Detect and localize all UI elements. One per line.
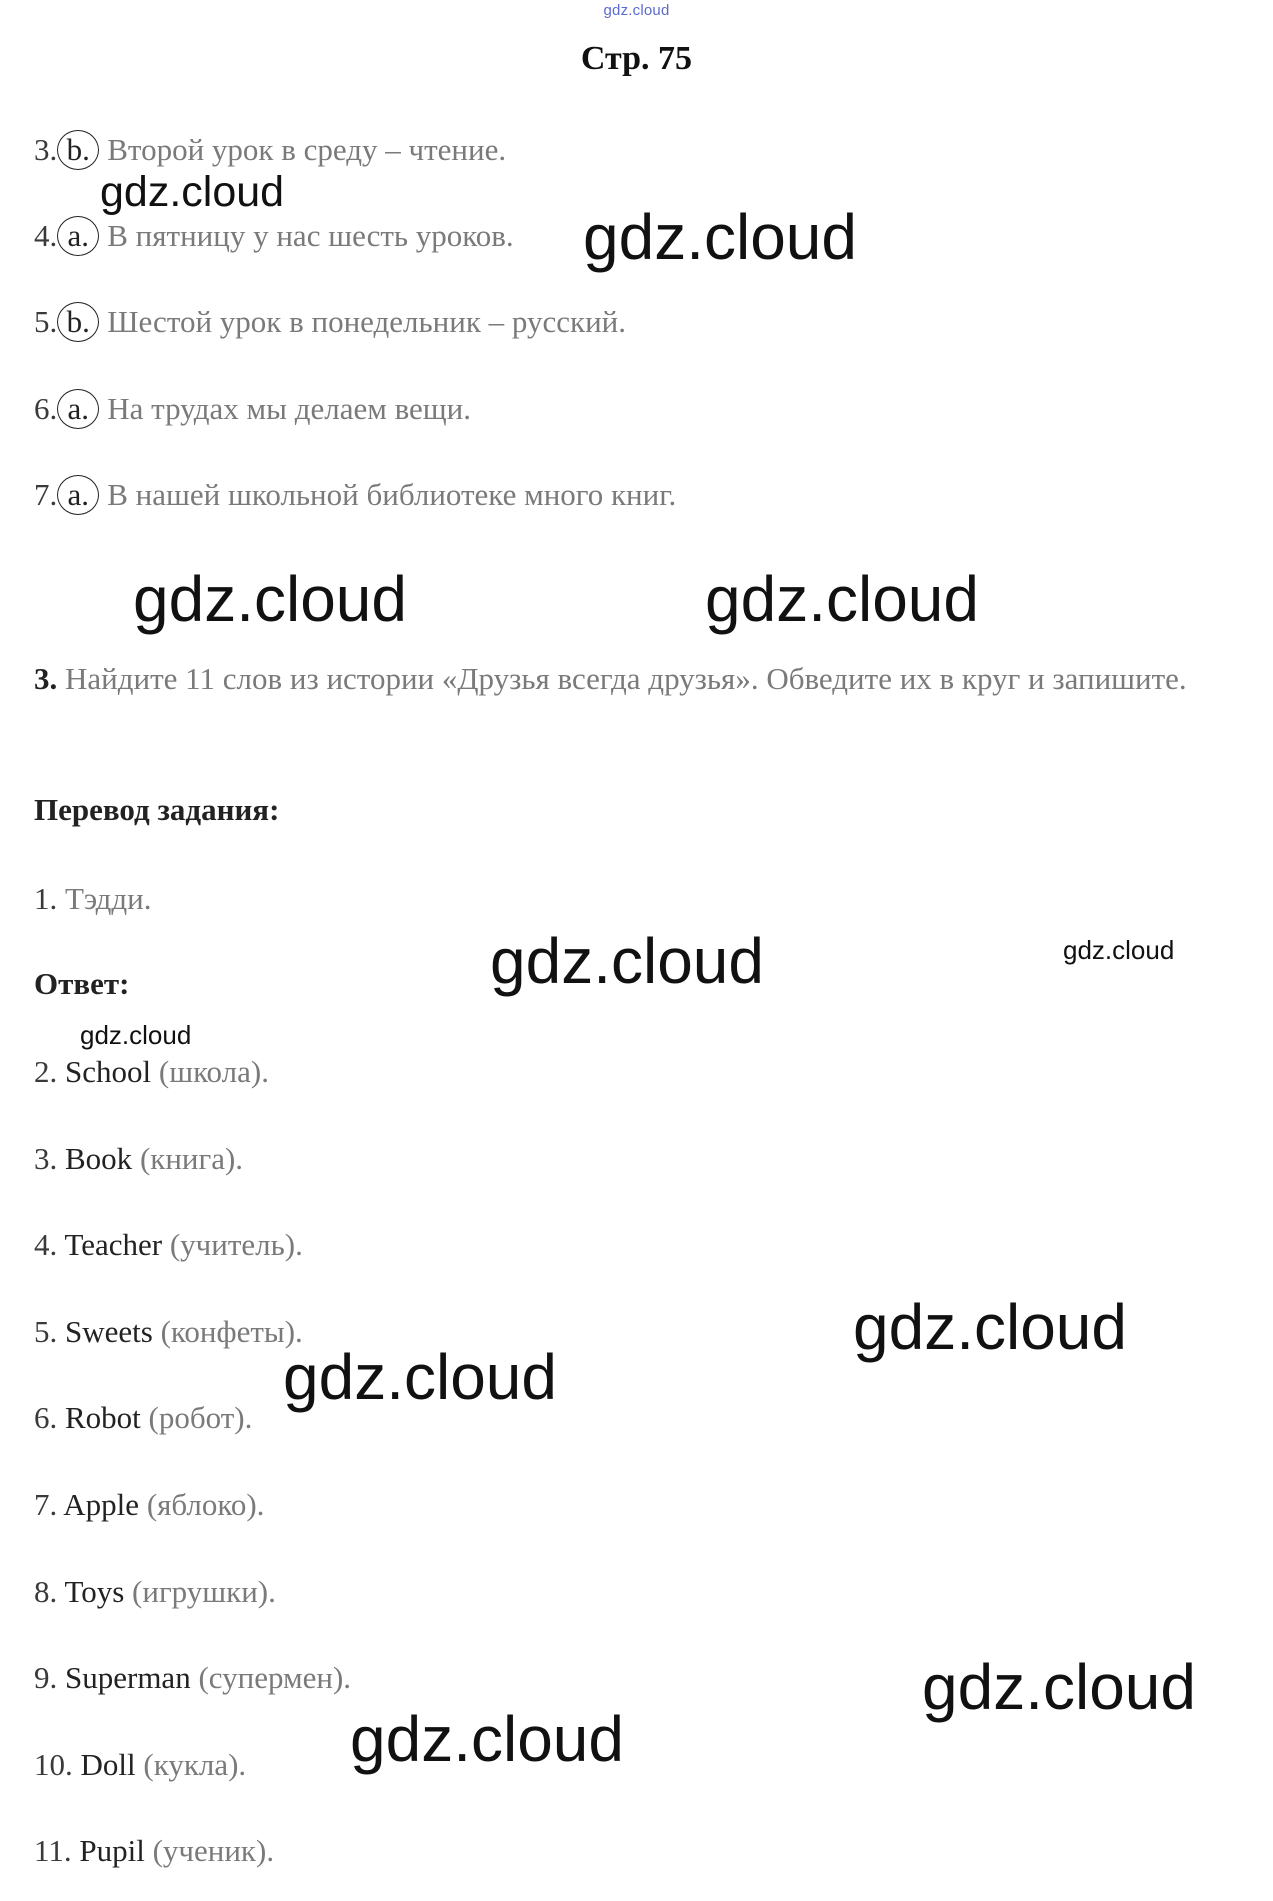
word-number: 4. bbox=[34, 1227, 58, 1262]
answer-line-6 bbox=[34, 389, 471, 432]
watermark: gdz.cloud bbox=[490, 925, 764, 997]
word-english: Superman bbox=[65, 1660, 191, 1695]
word-number: 2. bbox=[34, 1054, 58, 1089]
word-russian: (супермен). bbox=[198, 1660, 352, 1695]
answer-word-2 bbox=[34, 1052, 269, 1092]
word-english: Sweets bbox=[65, 1314, 153, 1349]
watermark: gdz.cloud bbox=[283, 1341, 557, 1413]
watermark: gdz.cloud bbox=[922, 1651, 1196, 1723]
answer-number: 7. bbox=[34, 477, 58, 512]
answer-number: 3. bbox=[34, 132, 58, 167]
word-number: 6. bbox=[34, 1400, 58, 1435]
word-russian: (робот). bbox=[148, 1400, 253, 1435]
answer-heading: Ответ: bbox=[34, 966, 130, 1001]
answer-line-5 bbox=[34, 302, 626, 345]
answer-word-6 bbox=[34, 1398, 252, 1438]
item-text: Тэдди. bbox=[65, 881, 152, 916]
answer-line-7 bbox=[34, 475, 676, 518]
answer-text: В нашей школьной библиотеке много книг. bbox=[107, 477, 677, 512]
word-russian: (игрушки). bbox=[132, 1574, 276, 1609]
word-number: 8. bbox=[34, 1574, 58, 1609]
word-number: 3. bbox=[34, 1141, 58, 1176]
watermark: gdz.cloud bbox=[853, 1291, 1127, 1363]
answer-word-3 bbox=[34, 1139, 243, 1179]
answer-word-5 bbox=[34, 1312, 303, 1352]
answer-word-7 bbox=[34, 1485, 264, 1525]
circled-letter: a. bbox=[57, 216, 99, 256]
word-english: Book bbox=[65, 1141, 133, 1176]
answer-word-9 bbox=[34, 1658, 351, 1698]
task-paragraph bbox=[34, 648, 1234, 710]
word-number: 11. bbox=[34, 1833, 72, 1868]
word-english: School bbox=[65, 1054, 152, 1089]
circled-letter: a. bbox=[57, 475, 99, 515]
watermark: gdz.cloud bbox=[100, 168, 285, 216]
answer-word-4 bbox=[34, 1225, 303, 1265]
top-watermark: gdz.cloud bbox=[603, 2, 670, 19]
answer-word-10 bbox=[34, 1745, 246, 1785]
word-russian: (учитель). bbox=[169, 1227, 303, 1262]
answer-text: Шестой урок в понедельник – русский. bbox=[107, 304, 627, 339]
watermark: gdz.cloud bbox=[583, 201, 857, 273]
task-number: 3. bbox=[34, 661, 58, 696]
translation-item bbox=[34, 879, 152, 919]
word-russian: (кукла). bbox=[143, 1747, 247, 1782]
answer-number: 5. bbox=[34, 304, 58, 339]
task-text: Найдите 11 слов из истории «Друзья всегда друзья». Обведите их в круг и запишите. bbox=[65, 661, 1187, 696]
word-number: 5. bbox=[34, 1314, 58, 1349]
answer-text: В пятницу у нас шесть уроков. bbox=[107, 218, 514, 253]
word-russian: (яблоко). bbox=[146, 1487, 265, 1522]
page-title: Стр. 75 bbox=[580, 40, 693, 77]
word-english: Apple bbox=[63, 1487, 140, 1522]
answer-line-4 bbox=[34, 216, 514, 259]
word-number: 7. bbox=[34, 1487, 58, 1522]
word-english: Robot bbox=[65, 1400, 141, 1435]
watermark: gdz.cloud bbox=[80, 1020, 192, 1050]
word-russian: (книга). bbox=[139, 1141, 244, 1176]
watermark: gdz.cloud bbox=[350, 1703, 624, 1775]
word-number: 9. bbox=[34, 1660, 58, 1695]
word-russian: (ученик). bbox=[152, 1833, 275, 1868]
word-english: Doll bbox=[80, 1747, 136, 1782]
circled-letter: b. bbox=[57, 302, 99, 342]
answer-word-11 bbox=[34, 1831, 274, 1871]
answer-number: 6. bbox=[34, 391, 58, 426]
answer-word-8 bbox=[34, 1572, 276, 1612]
word-english: Toys bbox=[64, 1574, 125, 1609]
circled-letter: a. bbox=[57, 389, 99, 429]
watermark: gdz.cloud bbox=[705, 563, 979, 635]
item-number: 1. bbox=[34, 881, 58, 916]
answer-text: Второй урок в среду – чтение. bbox=[107, 132, 507, 167]
watermark: gdz.cloud bbox=[133, 563, 407, 635]
answer-text: На трудах мы делаем вещи. bbox=[107, 391, 472, 426]
word-russian: (конфеты). bbox=[160, 1314, 303, 1349]
word-english: Pupil bbox=[79, 1833, 145, 1868]
translation-heading: Перевод задания: bbox=[34, 792, 280, 827]
answer-number: 4. bbox=[34, 218, 58, 253]
answer-line-3 bbox=[34, 130, 506, 173]
word-number: 10. bbox=[34, 1747, 73, 1782]
circled-letter: b. bbox=[57, 130, 99, 170]
word-english: Teacher bbox=[64, 1227, 163, 1262]
watermark: gdz.cloud bbox=[1063, 935, 1175, 965]
word-russian: (школа). bbox=[158, 1054, 269, 1089]
